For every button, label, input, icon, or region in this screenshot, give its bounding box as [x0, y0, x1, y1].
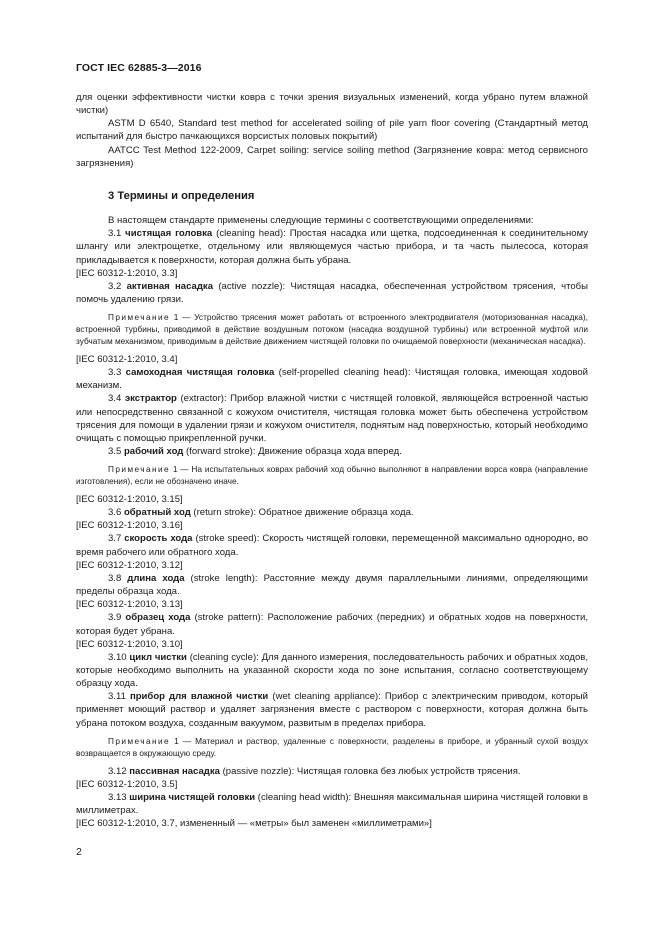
term-definition: (stroke length): Расстояние между двумя параллельными линиями, определяющими пределы образца хода. [76, 572, 589, 598]
term-definition: (extractor): Прибор влажной чистки с чистящей головкой, являющейся встроенной частью или непосредственно связанной с кожухом очистителя, чистящая головка может быть обеспечена устройством трясения для помощи в удалении грязи и кожухом очистителя, поднятым над поверхностью, который необходимо очищать с помощью прикрепленной ручки. [76, 393, 589, 444]
paragraph: для оценки эффективности чистки ковра с точки зрения визуальных изменений, когда убрано путем влажной чистки) [76, 92, 588, 117]
term-number: 3.2 [108, 280, 122, 292]
term-definition: (cleaning head width): Внешняя максимальная ширина чистящей головки в миллиметрах. [76, 791, 588, 817]
term-3-13 [76, 791, 588, 817]
note-text: 1 — Материал и раствор, удаленные с поверхности, разделены в приборе, и убранный сухой воздух возвращается в окружающую среду. [76, 735, 588, 758]
reference: [IEC 60312-1:2010, 3.16] [76, 520, 183, 532]
section-heading: 3 Термины и определения [108, 189, 255, 202]
term-number: 3.6 [108, 507, 122, 519]
term-3-6 [76, 506, 588, 519]
term-name: активная насадка [126, 280, 214, 292]
note-label: Примечание [108, 735, 171, 746]
note-label: Примечание [108, 312, 171, 323]
term-3-1 [76, 227, 588, 266]
term-name: прибор для влажной чистки [129, 691, 269, 703]
paragraph: AATCC Test Method 122-2009, Carpet soiling: service soiling method (Загрязнение ковра: метод сервисного загрязнения) [76, 144, 588, 169]
note-text: 1 — Устройство трясения может работать от встроенного электродвигателя (моторизованная насадка), встроенной турбины, приводимой в действие воздушным потоком (насадка воздушной турбины) или встроенной муфтой или зубчатым механизмом, приводимым в действие движением чистящей головки по очищаемой поверхности (механическая насадка). [76, 312, 588, 346]
note-label: Примечание [108, 464, 171, 475]
term-3-8 [76, 572, 588, 598]
standard-header: ГОСТ IEC 62885-3—2016 [76, 62, 202, 74]
reference: [IEC 60312-1:2010, 3.10] [76, 638, 183, 650]
term-name: пассивная насадка [129, 765, 220, 777]
term-number: 3.13 [108, 791, 127, 803]
term-3-4 [76, 392, 588, 445]
note-text: 1 — На испытательных коврах рабочий ход обычно выполняют в направлении ворса ковра (направление изготовления), если не обозначено иначе. [76, 464, 588, 487]
term-name: чистящая головка [125, 228, 213, 240]
term-definition: (cleaning head): Простая насадка или щетка, подсоединенная к соединительному шлангу или электрощетке, отдельному или являющемуся частью прибора, и та часть пылесоса, которая прикладывается к поверхности, которая должна быть убрана. [76, 228, 589, 266]
note [76, 312, 588, 348]
term-definition: (wet cleaning appliance): Прибор с электрическим приводом, который применяет моющий раствор и удаляет загрязнения вместе с раствором с поверхности, которая должна быть убрана потоком воздуха, созданным вакуумом, развитым в пределах прибора. [76, 691, 589, 729]
term-number: 3.7 [108, 533, 122, 545]
reference: [IEC 60312-1:2010, 3.5] [76, 778, 178, 790]
term-3-3 [76, 366, 588, 392]
intro-paragraph: В настоящем стандарте применены следующие термины с соответствующими определениями: [108, 215, 534, 227]
term-definition: (cleaning cycle): Для данного измерения, последовательность рабочих и обратных ходов, которые необходимо выполнить на указанной скорости хода по зоне испытания, согласно соответствующему образцу хода. [76, 651, 588, 690]
term-definition: (self-propelled cleaning head): Чистящая головка, имеющая ходовой механизм. [76, 367, 588, 392]
term-number: 3.5 [108, 446, 122, 457]
reference: [IEC 60312-1:2010, 3.3] [76, 267, 178, 279]
term-definition: (stroke speed): Скорость чистящей головки, перемещенной максимально однородно, во время рабочего или обратного хода. [76, 533, 588, 558]
page-number: 2 [76, 846, 82, 858]
term-definition: (forward stroke): Движение образца хода вперед. [186, 446, 402, 457]
term-number: 3.4 [108, 393, 122, 405]
term-number: 3.9 [108, 612, 122, 624]
document-body [76, 91, 588, 830]
term-number: 3.1 [108, 228, 122, 240]
term-3-2 [76, 280, 588, 306]
reference: [IEC 60312-1:2010, 3.12] [76, 559, 183, 571]
reference: [IEC 60312-1:2010, 3.15] [76, 493, 183, 505]
reference: [IEC 60312-1:2010, 3.4] [76, 353, 178, 365]
term-3-5 [76, 445, 588, 458]
term-name: самоходная чистящая головка [125, 367, 275, 379]
note [76, 736, 588, 760]
term-number: 3.10 [108, 651, 127, 663]
term-definition: (passive nozzle): Чистящая головка без любых устройств трясения. [222, 765, 521, 777]
term-name: рабочий ход [123, 446, 184, 457]
note [76, 464, 588, 488]
term-name: ширина чистящей головки [129, 791, 256, 803]
term-name: скорость хода [124, 533, 193, 545]
reference: [IEC 60312-1:2010, 3.13] [76, 599, 183, 611]
term-name: экстрактор [124, 393, 177, 405]
term-number: 3.11 [108, 691, 126, 703]
term-name: обратный ход [123, 507, 191, 519]
term-name: образец хода [125, 612, 191, 624]
term-definition: (active nozzle): Чистящая насадка, обеспеченная устройством трясения, чтобы помочь удалению грязи. [76, 280, 589, 306]
reference: [IEC 60312-1:2010, 3.7, измененный — «метры» был заменен «миллиметрами»] [76, 818, 432, 830]
paragraph: ASTM D 6540, Standard test method for accelerated soiling of pile yarn floor covering (Стандартный метод испытаний для быстро пачкающихся ворсистых половых покрытий) [76, 118, 588, 143]
term-number: 3.3 [108, 367, 122, 379]
term-3-10 [76, 651, 588, 690]
term-3-7 [76, 532, 588, 558]
term-definition: (return stroke): Обратное движение образца хода. [193, 507, 414, 519]
term-number: 3.8 [108, 572, 122, 584]
term-name: длина хода [127, 572, 185, 584]
term-definition: (stroke pattern): Расположение рабочих (передних) и обратных ходов на поверхности, которая будет убрана. [76, 612, 589, 637]
term-3-11 [76, 690, 588, 729]
term-3-9 [76, 611, 588, 637]
term-3-12 [76, 765, 588, 778]
term-number: 3.12 [108, 765, 127, 777]
term-name: цикл чистки [129, 651, 187, 663]
